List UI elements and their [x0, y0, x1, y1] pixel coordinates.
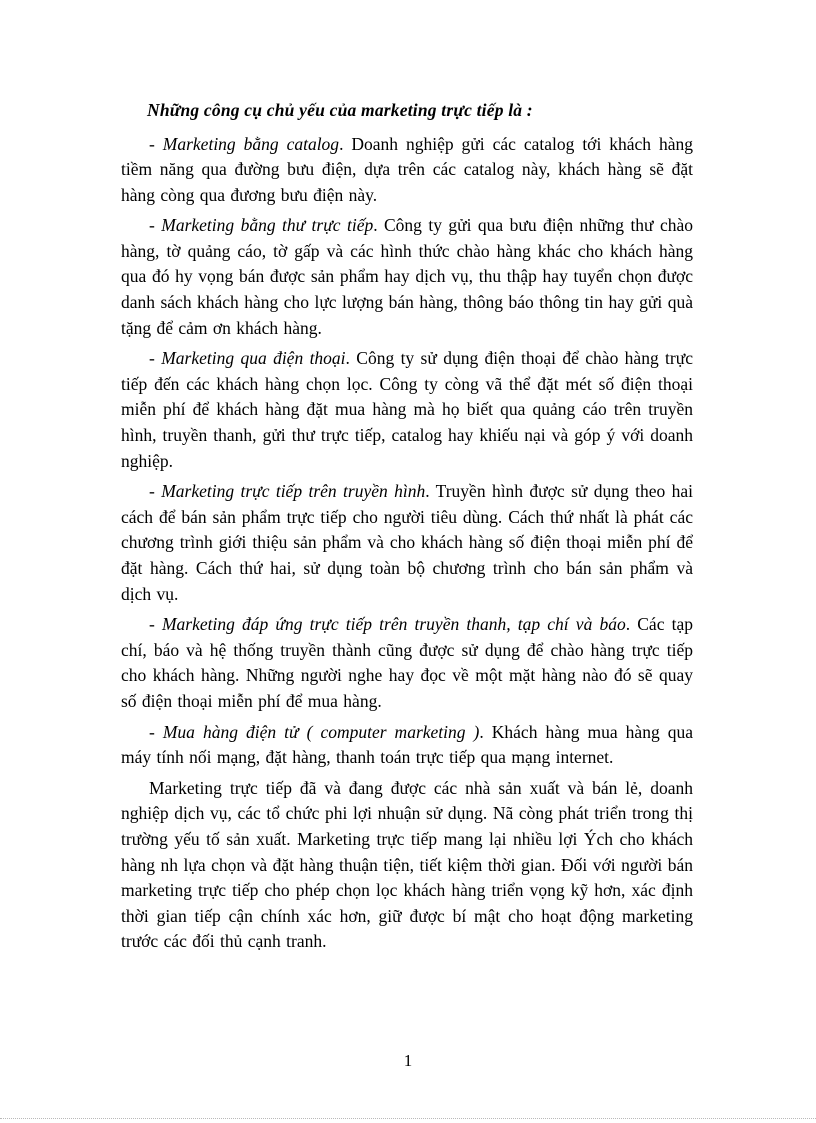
paragraph-text: . Các tạp chí, báo và hệ thống truyền thành cũng được sử dụng để chào hàng trực tiếp cho khách hàng. Những người nghe hay đọc về một mặt hàng nào đó sẽ quay số điện thoại miễn phí để mua hàng. [121, 614, 694, 711]
document-body [121, 98, 693, 960]
paragraph-lead: Marketing bằng catalog [162, 133, 340, 154]
paragraph-summary [121, 776, 693, 955]
paragraph-text: . Công ty gửi qua bưu điện những thư chào hàng, tờ quảng cáo, tờ gấp và các hình thức chào hàng khác cho khách hàng qua đó hy vọng bán được sản phẩm hay dịch vụ, thu thập hay tuyển chọn được danh sách khách hàng cho lực lượng bán hàng, thông báo thông tin hay gửi quà tặng để cảm ơn khách hàng. [121, 215, 693, 338]
paragraph-dash: - [149, 614, 162, 635]
page-bottom-divider [0, 1118, 816, 1119]
paragraph-text: . Doanh nghiệp gửi các catalog tới khách hàng tiềm năng qua đường bưu điện, dựa trên các catalog này, khách hàng sẽ đặt hàng còng qua đương bưu điện này. [121, 133, 693, 205]
paragraph-lead: Marketing bằng thư trực tiếp [161, 215, 374, 236]
paragraph-lead: Marketing trực tiếp trên truyền hình [161, 481, 426, 502]
paragraph-lead: Mua hàng điện tử ( computer marketing ) [162, 721, 480, 742]
paragraph-television [121, 479, 693, 607]
paragraph-text: Marketing trực tiếp đã và đang được các nhà sản xuất và bán lẻ, doanh nghiệp dịch vụ, các tổ chức phi lợi nhuận sử dụng. Nã còng phát triển trong thị trường yếu tố sản xuất. Marketing trực tiếp mang lại nhiều lợi Ých cho khách hàng nh lựa chọn và đặt hàng thuận tiện, tiết kiệm thời gian. Đối với người bán marketing trực tiếp cho phép chọn lọc khách hàng triển vọng kỹ hơn, xác định thời gian tiếp cận chính xác hơn, giữ được bí mật cho hoạt động marketing trước các đối thủ cạnh tranh. [121, 777, 693, 952]
paragraph-text: . Công ty sử dụng điện thoại để chào hàng trực tiếp đến các khách hàng chọn lọc. Công ty còng vã thể đặt mét số điện thoại miễn phí để khách hàng đặt mua hàng mà họ biết qua quảng cáo trên truyền hình, truyền thanh, gửi thư trực tiếp, catalog hay khiếu nại và góp ý với doanh nghiệp. [121, 348, 693, 471]
paragraph-text: . Khách hàng mua hàng qua máy tính nối mạng, đặt hàng, thanh toán trực tiếp qua mạng internet. [121, 721, 693, 768]
paragraph-dash: - [149, 481, 162, 502]
paragraph-telephone [121, 346, 693, 474]
paragraph-lead: Marketing đáp ứng trực tiếp trên truyền thanh, tạp chí và báo [161, 614, 626, 635]
paragraph-lead: Marketing qua điện thoại [161, 348, 346, 369]
paragraph-dash: - [149, 348, 162, 369]
page-title: Những công cụ chủ yếu của marketing trực tiếp là : [147, 100, 533, 120]
paragraph-catalog [121, 132, 693, 209]
paragraph-text: . Truyền hình được sử dụng theo hai cách để bán sản phẩm trực tiếp cho người tiêu dùng. Cách thứ nhất là phát các chương trình giới thiệu sản phẩm và cho khách hàng số điện thoại miễn phí để đặt hàng. Cách thứ hai, sử dụng toàn bộ chương trình cho bán sản phẩm và dịch vụ. [121, 481, 693, 604]
paragraph-dash: - [149, 215, 162, 236]
paragraph-computer-marketing [121, 720, 693, 771]
page-number: 1 [403, 1051, 413, 1070]
paragraph-dash: - [149, 721, 163, 742]
paragraph-dash: - [149, 133, 163, 154]
paragraph-radio-press [121, 612, 693, 714]
paragraph-direct-mail [121, 213, 693, 341]
